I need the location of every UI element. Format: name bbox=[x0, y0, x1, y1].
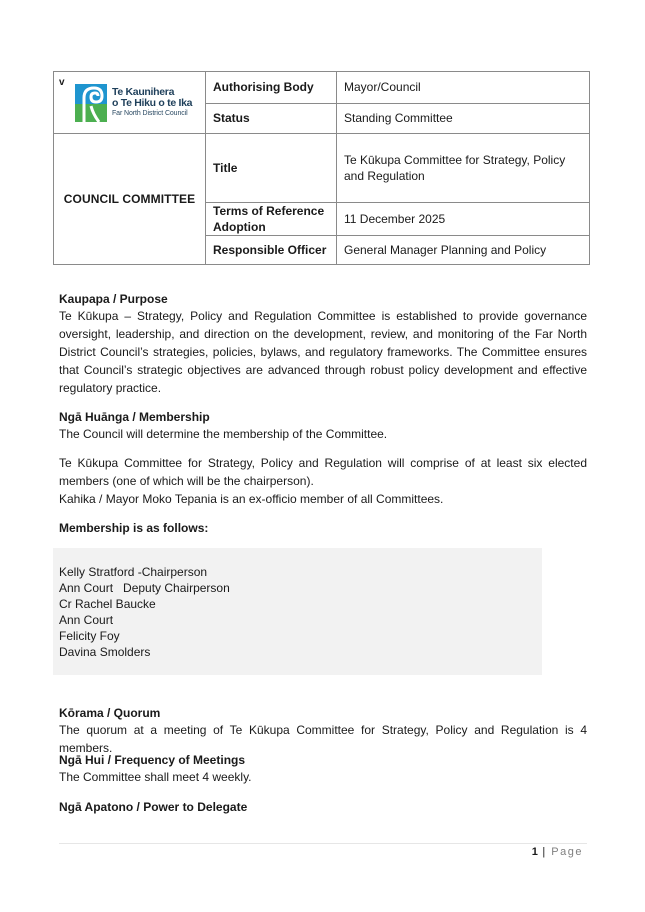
label-responsible-officer: Responsible Officer bbox=[206, 236, 337, 265]
value-tor-adoption: 11 December 2025 bbox=[337, 203, 590, 236]
membership-p3: Kahika / Mayor Moko Tepania is an ex-officio member of all Committees. bbox=[59, 492, 444, 506]
label-authorising-body: Authorising Body bbox=[206, 72, 337, 104]
page-number: 1 bbox=[531, 846, 538, 858]
membership-p1: The Council will determine the membership of the Committee. bbox=[59, 427, 388, 441]
membership-list-heading: Membership is as follows: bbox=[59, 521, 209, 535]
logo-text bbox=[112, 87, 192, 119]
membership-section bbox=[59, 409, 587, 536]
purpose-section bbox=[59, 291, 587, 397]
value-responsible-officer: General Manager Planning and Policy bbox=[337, 236, 590, 265]
value-title: Te Kūkupa Committee for Strategy, Policy and Regulation bbox=[337, 134, 590, 203]
delegate-section bbox=[59, 799, 587, 815]
member-item: Ann Court Deputy Chairperson bbox=[59, 581, 230, 595]
council-committee-label: COUNCIL COMMITTEE bbox=[54, 134, 206, 265]
council-logo bbox=[75, 84, 192, 122]
membership-heading: Ngā Huānga / Membership bbox=[59, 410, 210, 424]
label-status: Status bbox=[206, 103, 337, 134]
logo-line-3: Far North District Council bbox=[112, 110, 188, 117]
meetings-heading: Ngā Hui / Frequency of Meetings bbox=[59, 753, 246, 767]
value-authorising-body: Mayor/Council bbox=[337, 72, 590, 104]
meetings-text: The Committee shall meet 4 weekly. bbox=[59, 770, 252, 784]
membership-p2: Te Kūkupa Committee for Strategy, Policy and Regulation will comprise of at least six elected members (one of which will be the chairperson). bbox=[59, 456, 587, 488]
fndc-koru-logo-icon bbox=[75, 84, 107, 122]
logo-cell bbox=[54, 72, 206, 134]
footer-divider bbox=[59, 843, 587, 844]
member-item: Ann Court bbox=[59, 613, 114, 627]
v-mark: v bbox=[59, 77, 65, 88]
delegate-heading: Ngā Apatono / Power to Delegate bbox=[59, 800, 248, 814]
page-number-footer bbox=[532, 846, 583, 858]
page-separator: | bbox=[542, 846, 547, 858]
purpose-text: Te Kūkupa – Strategy, Policy and Regulation Committee is established to provide governance oversight, leadership, and direction on the development, review, and monitoring of the Far North District Council’s strategies, policies, bylaws, and regulatory frameworks. The Committee ensures that Council’s strategic objectives are advanced through robust policy development and effective regulatory practice. bbox=[59, 309, 587, 395]
label-tor-adoption: Terms of Reference Adoption bbox=[206, 203, 337, 236]
quorum-text: The quorum at a meeting of Te Kūkupa Committee for Strategy, Policy and Regulation is 4 members. bbox=[59, 723, 587, 755]
purpose-heading: Kaupapa / Purpose bbox=[59, 292, 168, 306]
page-label: Page bbox=[551, 846, 583, 858]
meetings-section bbox=[59, 752, 587, 786]
members-list-box bbox=[53, 548, 542, 675]
member-item: Felicity Foy bbox=[59, 629, 120, 643]
quorum-heading: Kōrama / Quorum bbox=[59, 706, 161, 720]
logo-line-1: Te Kaunihera bbox=[112, 86, 175, 98]
value-status: Standing Committee bbox=[337, 103, 590, 134]
quorum-section bbox=[59, 705, 587, 757]
member-item: Cr Rachel Baucke bbox=[59, 597, 156, 611]
member-item: Davina Smolders bbox=[59, 645, 151, 659]
member-item: Kelly Stratford -Chairperson bbox=[59, 565, 208, 579]
logo-line-2: o Te Hiku o te Ika bbox=[112, 97, 193, 109]
label-title: Title bbox=[206, 134, 337, 203]
terms-of-reference-header-table bbox=[53, 71, 590, 265]
